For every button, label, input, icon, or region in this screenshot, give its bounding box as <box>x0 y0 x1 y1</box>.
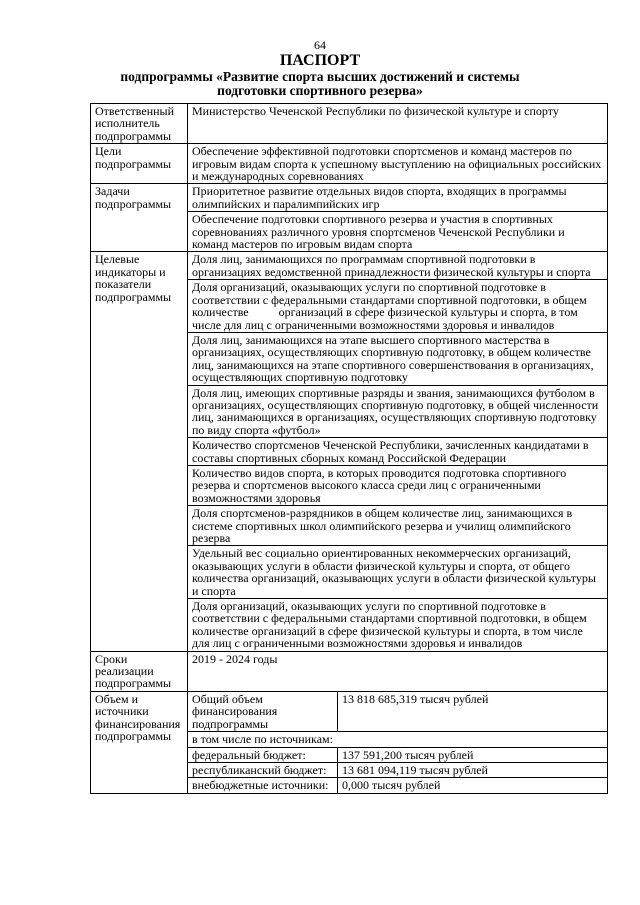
indicator-item: Количество видов спорта, в которых проводится подготовка спортивного резерва и спортсменов высокого класса среди лиц с ограниченными возможностями здоровья <box>188 465 607 505</box>
row-content <box>188 144 608 183</box>
fin-extra-row <box>188 777 607 792</box>
fin-total-row <box>188 692 607 731</box>
row-content <box>188 252 608 650</box>
fin-extra-label: внебюджетные источники: <box>188 778 338 792</box>
row-responsible <box>90 103 608 143</box>
fin-federal-label: федеральный бюджет: <box>188 748 338 762</box>
task-item: Приоритетное развитие отдельных видов спорта, входящих в программы олимпийских и паралимпийских игр <box>192 184 567 211</box>
row-tasks <box>90 183 608 251</box>
fin-republic-row <box>188 762 607 777</box>
task-item: Обеспечение подготовки спортивного резерва и участия в спортивных соревнованиях различного уровня спортсменов Чеченской Республики и команд мастеров по игровым видам спорта <box>188 211 607 251</box>
row-value: Министерство Чеченской Республики по физической культуре и спорту <box>192 104 559 118</box>
indicator-item: Доля лиц, занимающихся на этапе высшего спортивного мастерства в организациях, осуществляющих спортивную подготовку, в общем количестве лиц, занимающихся на этапе спортивного совершенствования в организациях, осуществляющих спортивную подготовку <box>188 332 607 385</box>
row-value: 2019 - 2024 годы <box>192 651 278 666</box>
indicator-item: Количество спортсменов Чеченской Республики, зачисленных кандидатами в составы спортивных сборных команд Российской Федерации <box>188 437 607 465</box>
fin-federal-value: 137 591,200 тысяч рублей <box>342 747 474 762</box>
fin-republic-label: республиканский бюджет: <box>188 763 338 777</box>
financing-table <box>188 692 608 793</box>
row-indicators <box>90 251 608 650</box>
fin-total-label: Общий объем финансирования подпрограммы <box>188 692 338 731</box>
row-goals <box>90 143 608 183</box>
row-financing <box>90 691 608 794</box>
page-number: 64 <box>314 38 326 52</box>
row-content <box>188 104 608 143</box>
row-label: Объем и источники финансирования подпрограммы <box>90 692 188 793</box>
fin-sources-heading: в том числе по источникам: <box>192 732 333 747</box>
indicator-item: Доля организаций, оказывающих услуги по спортивной подготовке в соответствии с федеральными стандартами спортивной подготовки, в общем количестве организаций в сфере физической культуры и спорта, в том числе для лиц с ограниченными возможностями здоровья и инвалидов <box>188 279 607 332</box>
row-label: Сроки реализации подпрограммы <box>90 652 188 691</box>
fin-republic-value: 13 681 094,119 тысяч рублей <box>342 762 488 777</box>
row-value: Обеспечение эффективной подготовки спортсменов и команд мастеров по игровым видам спорта к успешному выступлению на официальных российских и международных соревнованиях <box>192 144 602 184</box>
fin-total-value: 13 818 685,319 тысяч рублей <box>342 691 489 706</box>
row-label: Целевые индикаторы и показатели подпрограммы <box>90 252 188 650</box>
indicator-item: Доля лиц, имеющих спортивные разряды и звания, занимающихся футболом в организациях, осуществляющих спортивную подготовку, в общей численности лиц, занимающихся в организациях, осуществляющих спортивную подготовку по виду спорта «футбол» <box>188 385 607 438</box>
indicator-item: Доля организаций, оказывающих услуги по спортивной подготовке в соответствии с федеральными стандартами спортивной подготовки, в общем количестве организаций в сфере физической культуры и спорта, в том числе для лиц с ограниченными возможностями здоровья и инвалидов <box>188 598 607 651</box>
row-label: Цели подпрограммы <box>90 144 188 183</box>
fin-extra-value: 0,000 тысяч рублей <box>342 778 441 793</box>
row-terms <box>90 651 608 691</box>
indicator-item: Доля спортсменов-разрядников в общем количестве лиц, занимающихся в системе спортивных школ олимпийского резерва и училищ олимпийского резерва <box>188 505 607 545</box>
row-label: Ответственный исполнитель подпрограммы <box>90 104 188 143</box>
indicator-item: Удельный вес социально ориентированных некоммерческих организаций, оказывающих услуги в области физической культуры и спорта, от общего количества организаций, оказывающих услуги в области физической культуры и спорта <box>188 545 607 598</box>
fin-federal-row <box>188 747 607 762</box>
fin-sources-row <box>188 731 607 746</box>
page-subtitle: подпрограммы «Развитие спорта высших достижений и системы подготовки спортивного резерва» <box>120 69 520 98</box>
passport-table <box>90 103 608 794</box>
indicator-item: Доля лиц, занимающихся по программам спортивной подготовки в организациях ведомственной принадлежности физической культуры и спорта <box>192 252 591 279</box>
row-content <box>188 652 608 691</box>
page-title: ПАСПОРТ <box>279 52 361 69</box>
row-content <box>188 184 608 251</box>
row-label: Задачи подпрограммы <box>90 184 188 251</box>
